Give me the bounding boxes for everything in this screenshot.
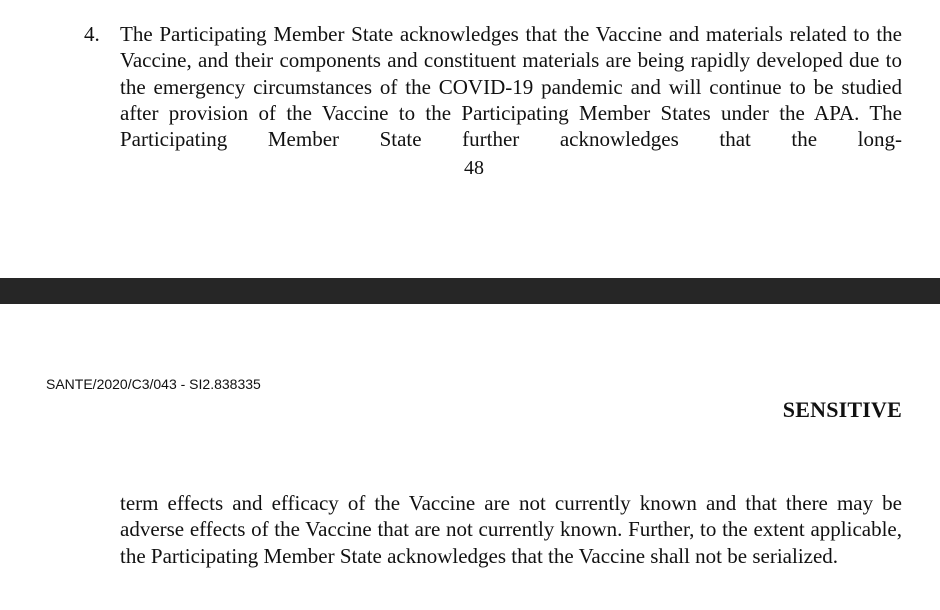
page-divider <box>0 278 940 304</box>
page-number: 48 <box>464 157 484 179</box>
paragraph-number: 4. <box>84 22 100 46</box>
paragraph-text: The Participating Member State acknowledges that the Vaccine and materials related to the Vaccine, and their components and constituent materials are being rapidly developed due to the emergency circumstances of the COVID-19 pandemic and will continue to be studied after provision of the Vaccine to the Participating Member States under the APA. The Participating Member State further acknowledges that the long- <box>120 22 902 152</box>
continuation-text: term effects and efficacy of the Vaccine are not currently known and that there may be adverse effects of the Vaccine that are not currently known. Further, to the extent applicable, the Participating Member State acknowledges that the Vaccine shall not be serialized. <box>120 491 902 568</box>
page-top <box>0 0 940 278</box>
classification-label: SENSITIVE <box>782 397 902 422</box>
document-reference: SANTE/2020/C3/043 - SI2.838335 <box>46 376 261 392</box>
